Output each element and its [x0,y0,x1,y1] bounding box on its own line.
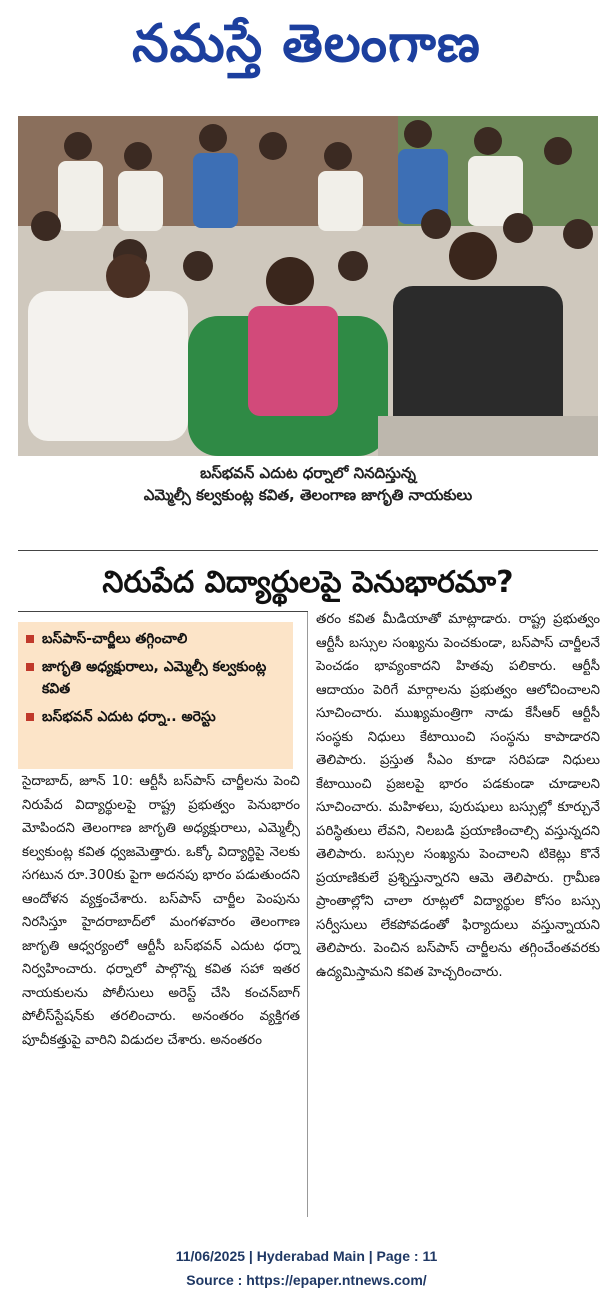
highlight-text: బస్‌భవన్ ఎదుట ధర్నా.. అరెస్టు [42,709,216,725]
highlight-item [26,628,285,650]
footer-dateline: 11/06/2025 | Hyderabad Main | Page : 11 [175,1248,438,1264]
article-body-left: సైదాబాద్, జూన్ 10: ఆర్టీసీ బస్‌పాస్ చార్జీలను పెంచి నిరుపేద విద్యార్థులపై రాష్ట్ర ప్రభుత్వం పెనుభారం మోపిందని తెలంగాణ జాగృతి అధ్యక్షురాలు, ఎమ్మెల్సీ కల్వకుంట్ల కవిత ధ్వజమెత్తారు. ఒక్కో విద్యార్థిపై నెలకు సగటున రూ.300కు పైగా అదనపు భారం పడుతుందని ఆందోళన వ్యక్తంచేశారు. బస్‌పాస్ చార్జీల పెంపును నిరసిస్తూ హైదరాబాద్‌లో మంగళవారం తెలంగాణ జాగృతి ఆధ్వర్యంలో ఆర్టీసీ బస్‌భవన్ ఎదుట ధర్నా నిర్వహించారు. ధర్నాలో పాల్గొన్న కవిత సహా ఇతర నాయకులను పోలీసులు అరెస్ట్ చేసి కంచన్‌బాగ్ పోలీస్‌స్టేషన్‌కు తరలించారు. అనంతరం వ్యక్తిగత పూచీకత్తుపై వారిని విడుదల చేశారు. అనంతరం [22,774,300,1048]
bullet-icon [26,663,34,671]
caption-line-1: బస్‌భవన్ ఎదుట ధర్నాలో నినదిస్తున్న [200,464,416,482]
masthead-title: నమస్తే తెలంగాణ [132,14,481,74]
bullet-icon [26,713,34,721]
photo-caption [18,458,598,550]
article-column-right [316,608,600,984]
article-body-right: తరం కవిత మీడియాతో మాట్లాడారు. రాష్ట్ర ప్రభుత్వం ఆర్టీసీ బస్సుల సంఖ్యను పెంచకుండా, బస్‌పాస్ చార్జీలనే పెంచడం భావ్యంకాదని హితవు పలికారు. ఆర్టీసీ ఆదాయం పెరిగే మార్గాలను ప్రభుత్వం ఆలోచించాలని సూచించారు. ముఖ్యమంత్రిగా నాడు కేసీఆర్ ఆర్టీసీ సంస్థకు నిధులు కేటాయించి సంస్థను కాపాడారని తెలిపారు. ప్రస్తుత సీఎం కూడా సరిపడా నిధులు కేటాయించి ప్రజలపై భారం పడకుండా చూడాలని సూచించారు. మహిళలు, పురుషులు బస్సుల్లో కూర్చునే పరిస్థితులు లేవని, నిలబడి ప్రయాణించాల్సి వస్తున్నదని తెలిపారు. బస్సుల సంఖ్యను పెంచాలని టికెట్లు కొనే ప్రయాణికులే ప్రశ్నిస్తున్నారని ఆమె తెలిపారు. గ్రామీణ ప్రాంతాల్లోని చాలా రూట్లలో విద్యార్థుల కోసం బస్సు సర్వీసులు లేకపోవడంతో ఫిర్యాదులు వస్తున్నాయని తెలిపారు. పెంచిన బస్‌పాస్ చార్జీలను తగ్గించేంతవరకు ఉద్యమిస్తామని కవిత హెచ్చరించారు. [316,612,600,980]
headline-top-rule [18,550,598,551]
headline-bottom-rule [18,611,308,612]
column-divider [307,612,308,1217]
highlight-item [26,706,285,728]
bullet-icon [26,635,34,643]
news-photo [18,116,598,456]
footer-source: Source : https://epaper.ntnews.com/ [186,1272,427,1288]
article-headline: నిరుపేద విద్యార్థులపై పెనుభారమా? [102,565,514,600]
caption-line-2: ఎమ్మెల్సీ కల్వకుంట్ల కవిత, తెలంగాణ జాగృతి నాయకులు [143,486,473,504]
highlight-item [26,656,285,700]
highlight-text: బస్‌పాస్‌-చార్జీలు తగ్గించాలి [42,631,188,647]
highlight-text: జాగృతి అధ్యక్షురాలు, ఎమ్మెల్సీ కల్వకుంట్ల కవిత [42,659,267,697]
newspaper-masthead [0,0,613,104]
highlights-box [18,622,293,769]
article-column-left [22,770,300,1052]
protest-photo-illustration [18,116,598,456]
